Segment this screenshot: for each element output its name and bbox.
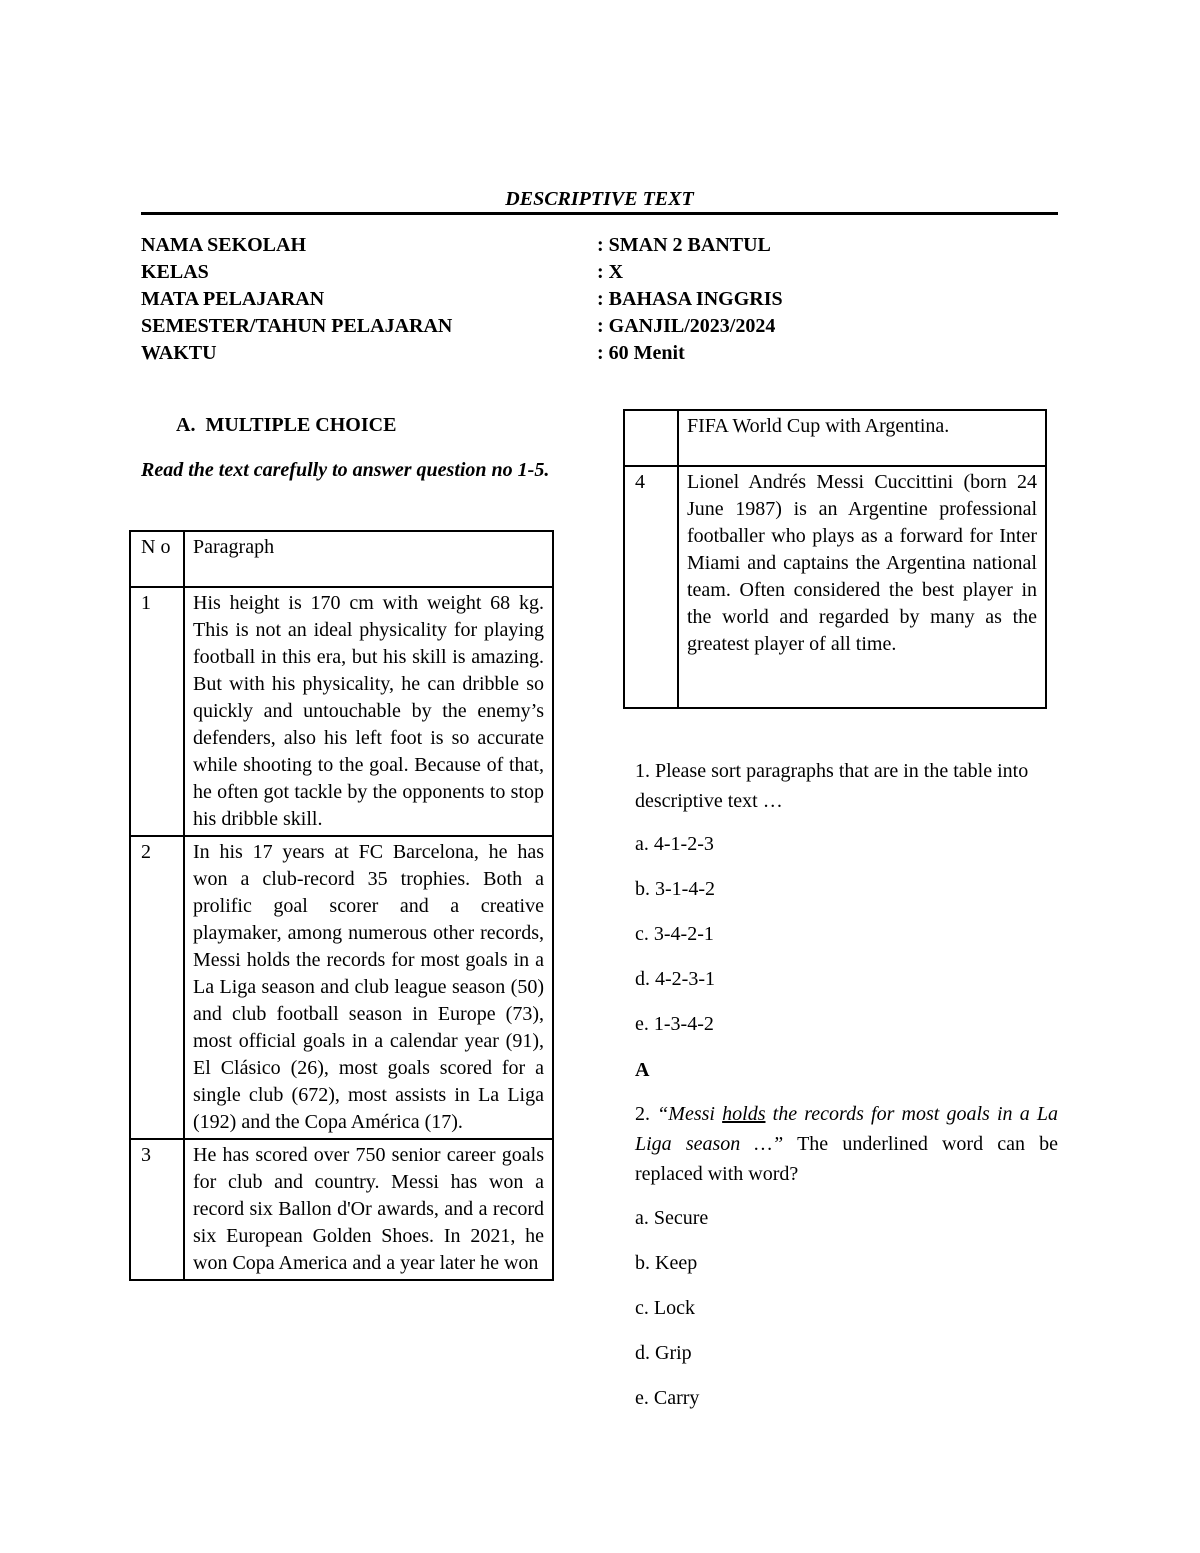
row-number: 2: [130, 836, 184, 1139]
q2-question-text: The underlined word can be replaced with word?: [635, 1133, 1059, 1185]
q2-underlined-word: holds: [722, 1103, 766, 1125]
table-row: [624, 410, 1046, 466]
row-number: 1: [130, 587, 184, 836]
table-row: [624, 466, 1046, 708]
q2-option-a: a. Secure: [635, 1207, 709, 1229]
row-paragraph-continuation: FIFA World Cup with Argentina.: [678, 410, 1046, 466]
info-value: : GANJIL/2023/2024: [597, 315, 776, 337]
info-row-subject: [141, 286, 1058, 313]
info-label: KELAS: [141, 261, 209, 283]
info-label: NAMA SEKOLAH: [141, 234, 307, 256]
q2-quote-start: “Messi: [657, 1103, 715, 1125]
q1-answer: A: [635, 1059, 650, 1081]
q1-option-a: a. 4-1-2-3: [635, 833, 714, 855]
question-2: [635, 1099, 1058, 1189]
q2-option-d: d. Grip: [635, 1342, 692, 1364]
q1-option-b: b. 3-1-4-2: [635, 878, 715, 900]
info-row-time: [141, 340, 1058, 367]
q1-option-d: d. 4-2-3-1: [635, 968, 715, 990]
section-heading: A. MULTIPLE CHOICE: [176, 414, 397, 436]
paragraph-table: [129, 530, 554, 1281]
info-value: : SMAN 2 BANTUL: [597, 234, 771, 256]
row-paragraph: He has scored over 750 senior career goals for club and country. Messi has won a record six Ballon d'Or awards, and a record six European Golden Shoes. In 2021, he won Copa America and a year later he won: [184, 1139, 553, 1280]
q2-quote-rest: the records for most goals in a La Liga season …”: [635, 1103, 1059, 1155]
info-label: WAKTU: [141, 342, 217, 364]
info-row-school: [141, 232, 1058, 259]
table-row: [130, 836, 553, 1139]
row-number: 4: [624, 466, 678, 708]
q2-option-c: c. Lock: [635, 1297, 695, 1319]
q2-option-e: e. Carry: [635, 1387, 700, 1409]
header-no: N o: [130, 531, 184, 587]
school-info: [141, 232, 1058, 367]
info-row-class: [141, 259, 1058, 286]
question-1: 1. Please sort paragraphs that are in the table into descriptive text …: [635, 760, 1029, 812]
info-value: : BAHASA INGGRIS: [597, 288, 783, 310]
q2-number: 2.: [635, 1103, 650, 1125]
row-number: 3: [130, 1139, 184, 1280]
q2-option-b: b. Keep: [635, 1252, 698, 1274]
row-paragraph: In his 17 years at FC Barcelona, he has won a club-record 35 trophies. Both a prolific goal scorer and a creative playmaker, among numerous other records, Messi holds the records for most goals in a La Liga season and club league season (50) and club football season in Europe (73), most official goals in a calendar year (91), El Clásico (26), most goals scored for a single club (672), most assists in La Liga (192) and the Copa América (17).: [184, 836, 553, 1139]
table-header-row: [130, 531, 553, 587]
paragraph-table-continued: [623, 409, 1047, 709]
info-value: : 60 Menit: [597, 342, 685, 364]
row-paragraph: Lionel Andrés Messi Cuccittini (born 24 June 1987) is an Argentine professional footballer who plays as a forward for Inter Miami and captains the Argentina national team. Often considered the best player in the world and regarded by many as the greatest player of all time.: [678, 466, 1046, 708]
info-label: MATA PELAJARAN: [141, 288, 325, 310]
reading-instruction: Read the text carefully to answer question no 1-5.: [141, 459, 550, 481]
info-value: : X: [597, 261, 624, 283]
q1-option-c: c. 3-4-2-1: [635, 923, 714, 945]
row-paragraph: His height is 170 cm with weight 68 kg. This is not an ideal physicality for playing football in this era, but his skill is amazing. But with his physicality, he can dribble so quickly and untouchable by the enemy’s defenders, also his left foot is so accurate while shooting to the goal. Because of that, he often got tackle by the opponents to stop his dribble skill.: [184, 587, 553, 836]
info-row-semester: [141, 313, 1058, 340]
table-row: [130, 587, 553, 836]
info-label: SEMESTER/TAHUN PELAJARAN: [141, 315, 453, 337]
table-row: [130, 1139, 553, 1280]
row-number: [624, 410, 678, 466]
q1-option-e: e. 1-3-4-2: [635, 1013, 714, 1035]
header-paragraph: Paragraph: [184, 531, 553, 587]
document-title: DESCRIPTIVE TEXT: [141, 186, 1058, 215]
